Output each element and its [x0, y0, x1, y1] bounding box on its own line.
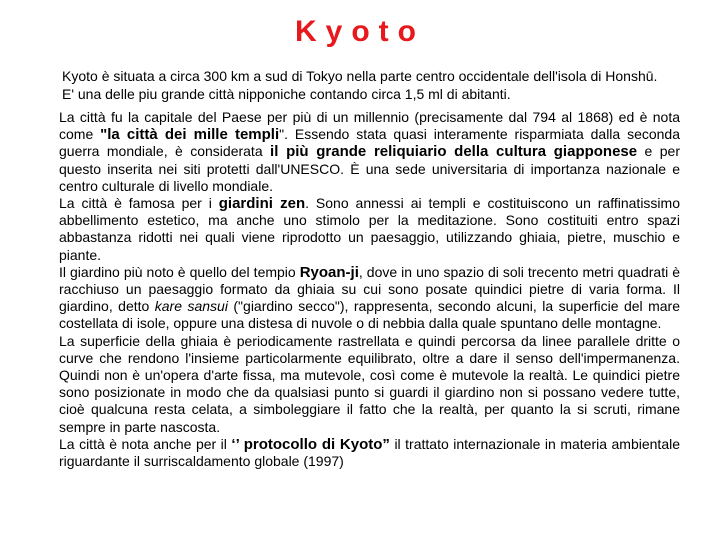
intro-block [62, 67, 702, 103]
intro-line-1: Kyoto è situata a circa 300 km a sud di Tokyo nella parte centro occidentale dell'isola di Honshū. [62, 68, 658, 84]
body-text [59, 109, 680, 470]
paragraph-giardini-zen [59, 195, 680, 264]
text-run: e per questo inserita nei siti protetti dall'UNESCO. È una sede universitaria di importanza nazionale e centro culturale di livello mondiale. [59, 143, 680, 194]
paragraph-history [59, 109, 680, 195]
text-run: Il giardino più noto è quello del tempio [59, 263, 300, 280]
text-run: il trattato internazionale in materia ambientale riguardante il surriscaldamento globale (1997) [59, 435, 681, 470]
paragraph-protocollo [59, 436, 680, 470]
text-run: ". Essendo stata quasi interamente risparmiata dalla seconda guerra mondiale, è considerata [59, 126, 680, 160]
highlight-protocollo: ‘’ protocollo di Kyoto” [231, 435, 390, 453]
highlight-reliquiario: il più grande reliquiario della cultura giapponese [270, 143, 638, 161]
text-run: , dove in uno spazio di soli trecento metri quadrati è racchiuso un paesaggio formato da ghiaia su cui sono posate quindici pietre di varia forma. Il giardino, detto [59, 263, 680, 315]
highlight-ryoan-ji: Ryoan-ji [299, 263, 359, 281]
paragraph-ghiaia: La superficie della ghiaia è periodicamente rastrellata e quindi percorsa da linee parallele dritte o curve che rendono l'insieme particolarmente equilibrato, oltre a dare il senso dell'impermanenza. Quindi non è un'opera d'arte fissa, ma mutevole, così come è mutevole la realtà. Le quindici pietre sono posizionate in modo che da qualsiasi punto si guardi il giardino non si possano vedere tutte, cioè qualcuna resta celata, a simboleggiare il fatto che la realtà, per quanto la si scruti, rimane sempre in parte nascosta. [59, 332, 680, 435]
text-run: ("giardino secco"), rappresenta, secondo alcuni, la superficie del mare costellata di isole, oppure una distesa di nuvole o di nebbia dalla quale spuntano delle montagne. [59, 298, 681, 332]
intro-line-2: E' una delle piu grande città nipponiche contando circa 1,5 ml di abitanti. [62, 86, 511, 102]
text-run: . Sono annessi ai templi e costituiscono un raffinatissimo abbellimento estetico, ma anche uno stimolo per la meditazione. Sono costituiti entro spazi abbastanza ridotti nei quali viene riprodotto un paesaggio, utilizzando ghiaia, pietre, muschio e piante. [59, 195, 680, 263]
text-run: La città fu la capitale del Paese per più di un millennio (precisamente dal 794 al 1868) ed è nota come [59, 109, 680, 143]
text-run: La città è famosa per i [59, 195, 219, 212]
italic-kare-sansui: kare sansui [154, 298, 228, 315]
highlight-mille-templi: "la città dei mille templi [100, 126, 280, 144]
page-title: Kyoto [295, 15, 425, 48]
text-run: La città è nota anche per il [59, 435, 232, 452]
highlight-giardini-zen: giardini zen [218, 195, 306, 213]
paragraph-ryoan-ji [59, 264, 680, 333]
